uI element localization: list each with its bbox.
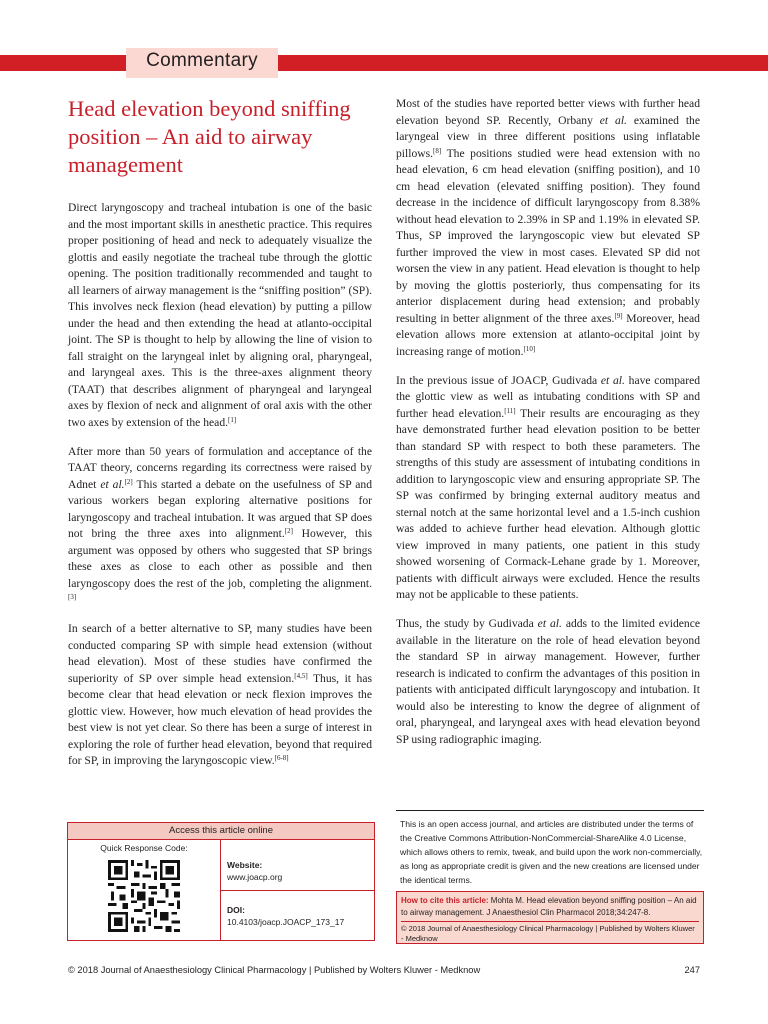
header-band xyxy=(0,55,768,71)
qr-cell xyxy=(68,840,221,940)
section-tab xyxy=(126,48,278,78)
website-link[interactable]: www.joacp.org xyxy=(227,872,283,882)
citation-box xyxy=(396,891,704,944)
paragraph: After more than 50 years of formulation and acceptance of the TAAT theory, concerns regarding its correctness were raised by Adnet et al.[2] This started a debate on the usefulness of SP and various workers began exploring alternative positions for laryngoscopy and tracheal intubation. It was argued that SP does not bring the three axes into alignment.[2] However, this argument was opposed by others who suggested that SP brings these axes as close to each other as possible and then laryngoscopy does the rest of the job, completing the alignment.[3] xyxy=(68,444,373,601)
left-column xyxy=(68,200,372,782)
section-label: Commentary xyxy=(146,50,258,71)
qr-code-icon[interactable] xyxy=(108,858,180,934)
doi-cell xyxy=(221,891,374,940)
page-number: 247 xyxy=(684,965,700,975)
paragraph: Direct laryngoscopy and tracheal intubation is one of the basic and the most important skills in anesthetic practice. This requires proper positioning of head and neck to adequately visualize the glottis and easily negotiate the tracheal tube through the glottic opening. The position traditionally recommended and taught to all learners of airway management is the “sniffing position” (SP). This involves neck flexion (head elevation) by putting a pillow under the head and then extending the head at atlanto-occipital joint. The SP is thought to help by allowing the line of vision to fall straight on the laryngeal inlet by aligning oral, pharyngeal, and laryngeal axes. This is the three-axes alignment theory (TAAT) that describes alignment of pharyngeal and laryngeal axes by flexion of neck and alignment of oral axis with the other two axes by extension of the head.[1] xyxy=(68,201,372,429)
paragraph: Most of the studies have reported better views with further head elevation beyond SP. Recently, Orbany et al. examined the laryngeal view in three different positions using inflatable pillows.[8] The positions studied were head extension with no head elevation, 6 cm head elevation (sniffing position), and 10 cm head elevation (elevated sniffing position). They found decrease in the incidence of difficult laryngoscopy from 8.38% without head elevation to 2.39% in SP and 1.19% in elevated SP. Thus, SP improved the laryngoscopic view but elevated SP further improved the view in most cases. Elevated SP did not worsen the view in any patient. Head elevation is thought to help by moving the glottis posteriorly, thus compensating for its anterior displacement during head extension; and probably resulting in better alignment of the three axes.[9] Moreover, head elevation allows more extension at atlanto-occipital joint by increasing range of motion.[10] xyxy=(396,97,700,358)
access-header: Access this article online xyxy=(68,823,374,840)
citation-copyright: © 2018 Journal of Anaesthesiology Clinical Pharmacology | Published by Wolters Kluwer - Medknow xyxy=(401,921,699,944)
article-title: Head elevation beyond sniffing position – An aid to airway management xyxy=(68,96,351,177)
page-footer xyxy=(68,965,700,975)
paragraph: In search of a better alternative to SP, many studies have been conducted comparing SP with simple head extension (without head elevation). Most of these studies have confirmed the superiority of SP over simple head extension.[4,5] Thus, it has become clear that head elevation or neck flexion improves the glottic view. However, how much elevation of head provides the best view is not yet clear. So there has been a surge of interest in exploring the role of further head elevation, beyond that required for SP, in improving the laryngoscopic view.[6-8] xyxy=(68,622,372,767)
access-article-box xyxy=(67,822,375,941)
right-column xyxy=(396,96,700,761)
doi-label: DOI: xyxy=(227,905,245,915)
footer-copyright: © 2018 Journal of Anaesthesiology Clinical Pharmacology | Published by Wolters Kluwer - Medknow xyxy=(68,965,481,975)
citation-text: How to cite this article: Mohta M. Head elevation beyond sniffing position – An aid to airway management. J Anaesthesiol Clin Pharmacol 2018;34:247-8. xyxy=(401,896,697,917)
website-label: Website: xyxy=(227,860,263,870)
website-cell xyxy=(221,840,374,891)
qr-label: Quick Response Code: xyxy=(100,843,188,853)
paragraph: In the previous issue of JOACP, Gudivada et al. have compared the glottic view as well as intubating conditions with SP and further head elevation.[11] Their results are encouraging as they have demonstrated further head elevation position to be better than standard SP with respect to both these parameters. The strengths of this study are assessment of intubating conditions in addition to laryngoscopic view and ensuring appropriate SP. The SP was confirmed by bringing external auditory meatus and sternal notch at the same horizontal level and a 1.5-inch cushion was added to achieve further head elevation. Although glottic view improved in many patients, one patient in this study showed worsening of Cormack-Lehane grade by 1. Moreover, patients with difficult airways were excluded. Hence the results may not be applicable to these patients. xyxy=(396,373,701,601)
license-notice: This is an open access journal, and articles are distributed under the terms of the Creative Commons Attribution-NonCommercial-ShareAlike 4.0 License, which allows others to remix, tweak, and build upon the work non-commercially, as long as appropriate credit is given and the new creations are licensed under the identical terms. xyxy=(396,810,704,887)
paragraph: Thus, the study by Gudivada et al. adds to the limited evidence available in the literature on the role of head elevation beyond the standard SP in airway management. However, further research is indicated to confirm the advantages of this position in patients with anticipated difficult laryngoscopy and intubation. It would also be interesting to know the degree of alignment of oral, pharyngeal, and laryngeal axes with head elevation beyond SP using radiographic imaging. xyxy=(396,617,700,746)
doi-link[interactable]: 10.4103/joacp.JOACP_173_17 xyxy=(227,917,345,927)
